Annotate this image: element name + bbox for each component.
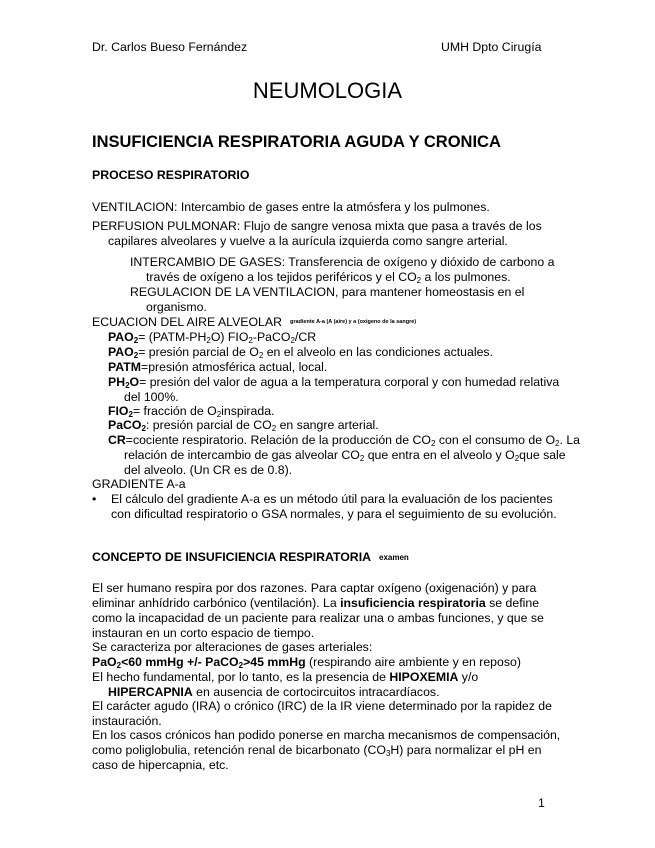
patm-definition: PATM=presión atmosférica actual, local. (108, 360, 328, 374)
concepto-paragraph-1: El ser humano respira por dos razones. Para captar oxígeno (oxigenación) y para eliminar anhídrido carbónico (ventilación). La insuficiencia respiratoria se define como la incapacidad de un paciente para realizar una o ambas funciones, y que se instauran en un corto espacio de tiempo. (92, 581, 544, 640)
concepto-paragraph-4: El hecho fundamental, por lo tanto, es la presencia de HIPOXEMIA y/o HIPERCAPNIA en ausencia de cortocircuitos intracardíacos. (92, 670, 479, 699)
ventilacion-text: VENTILACION: Intercambio de gases entre la atmósfera y los pulmones. (92, 200, 490, 214)
examen-note: examen (379, 553, 409, 563)
page-title: NEUMOLOGIA (252, 78, 403, 103)
page-number: 1 (538, 796, 545, 810)
regulacion-text: REGULACION DE LA VENTILACION, para mantener homeostasis en el organismo. (130, 285, 525, 314)
concepto-paragraph-5: El carácter agudo (IRA) o crónico (IRC) de la IR viene determinado por la rapidez de instauración. (92, 699, 552, 728)
paco2-definition: PaCO$_2$: presión parcial de $CO_2$ en sangre arterial. (108, 418, 379, 433)
cr-definition: CR=cociente respiratorio. Relación de la producción de $CO_2$ con el consumo de $O_2$. La relación de intercambio de gas alveolar $CO_2$ que entra en el alveolo y $O_2que$ sale del alveolo. (Un CR es de 0.8). (108, 433, 581, 477)
ecuacion-note: gradiente A-a (A (aire) y a (oxigeno de la sangre) (289, 319, 417, 326)
main-heading: INSUFICIENCIA RESPIRATORIA AGUDA Y CRONICA (92, 133, 501, 151)
concepto-paragraph-2: Se caracteriza por alteraciones de gases arteriales: (92, 640, 373, 654)
gradiente-label: GRADIENTE A-a (92, 477, 186, 491)
concepto-paragraph-6: En los casos crónicos han podido ponerse en marcha mecanismos de compensación, como poliglobulia, retención renal de bicarbonato $(CO_3H)$ para normalizar el pH en caso de hipercapnia, etc. (92, 728, 561, 772)
bullet-icon: • (92, 492, 97, 506)
perfusion-text: PERFUSION PULMONAR: Flujo de sangre venosa mixta que pasa a través de los capilares alveolares y vuelve a la aurícula izquierda como sangre arterial. (92, 219, 542, 248)
ph2o-definition: $PH_2O=$ presión del valor de agua a la temperatura corporal y con humedad relativa del 100%. (108, 375, 560, 404)
gases-criteria: PaO$_2$<60 mmHg +/- PaCO$_2$>45 mmHg (respirando aire ambiente y en reposo) (92, 655, 521, 670)
section-heading: PROCESO RESPIRATORIO (92, 168, 250, 182)
gradiente-bullet: • El cálculo del gradiente A-a es un método útil para la evaluación de los pacientes con dificultad respiratorio o GSA normales, y para el seguimiento de su evolución. (92, 492, 557, 521)
ecuacion-line: ECUACION DEL AIRE ALVEOLAR gradiente A-a (A (aire) y a (oxigeno de la sangre) (92, 315, 417, 329)
pao2-definition: $PAO_2=$ presión parcial de $O_2$ en el alveolo en las condiciones actuales. (108, 345, 493, 360)
fio2-definition: $FIO_2=$ fracción de $O_2inspirada$. (108, 404, 275, 419)
header-right: UMH Dpto Cirugía (441, 40, 542, 54)
intercambio-text: INTERCAMBIO DE GASES: Transferencia de oxígeno y dióxido de carbono a través de oxígeno a los tejidos periféricos y el $CO_2$ a los pulmones. (130, 255, 555, 285)
pao2-equation: $PAO_2=$ $(PATM-PH_2O)$ $FIO_2-PaCO_2/CR$ (108, 330, 317, 345)
header-left: Dr. Carlos Bueso Fernández (92, 40, 248, 54)
concepto-heading: CONCEPTO DE INSUFICIENCIA RESPIRATORIA examen (92, 550, 409, 564)
